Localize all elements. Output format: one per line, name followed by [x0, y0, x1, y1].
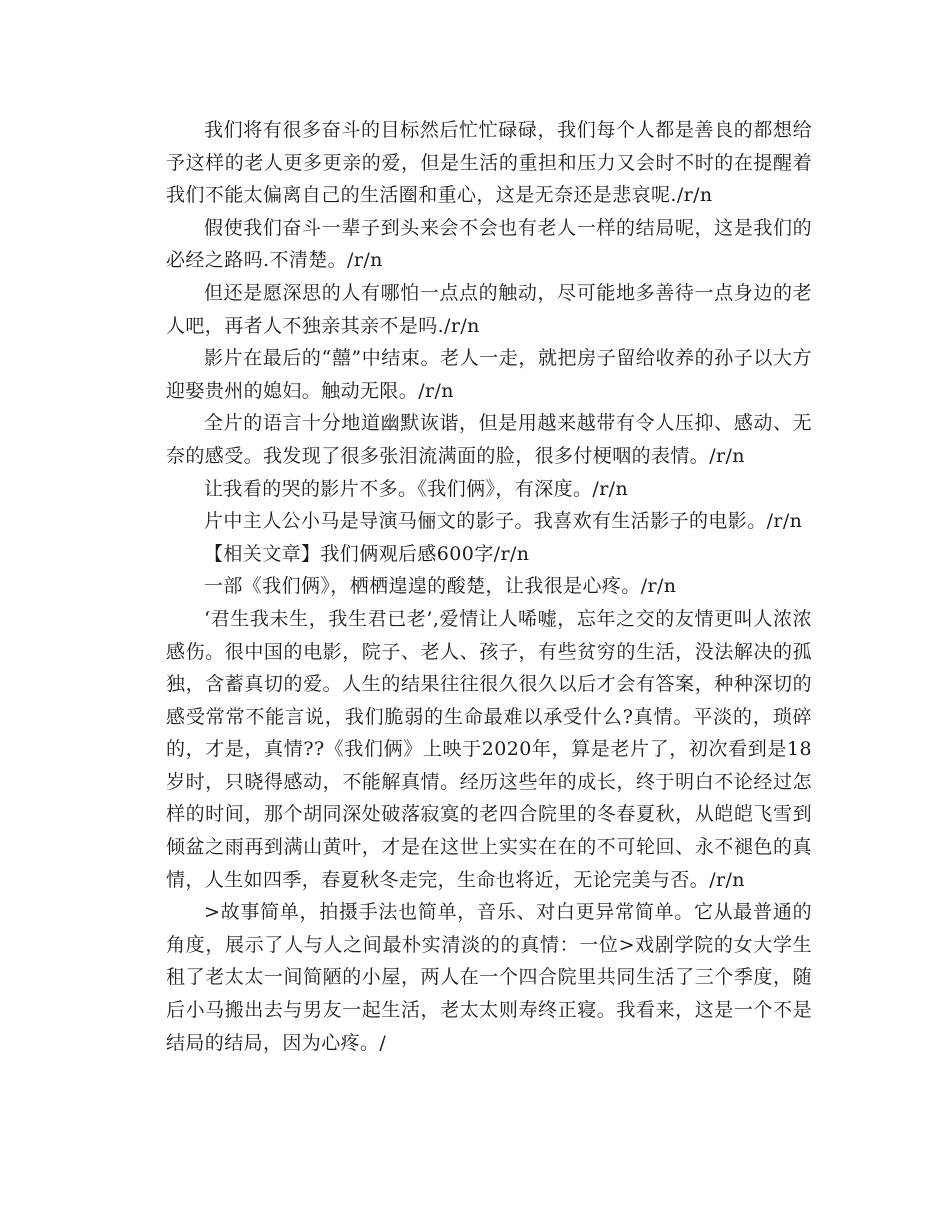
paragraph: 让我看的哭的影片不多。《我们俩》，有深度。/r/n — [204, 477, 629, 500]
related-article-heading: 【相关文章】我们俩观后感600字/r/n — [204, 542, 530, 565]
document-body — [166, 114, 812, 1059]
paragraph: 但还是愿深思的人有哪怕一点点的触动，尽可能地多善待一点身边的老人吧，再者人不独亲其亲不是吗./r/n — [166, 281, 812, 337]
paragraph: 我们将有很多奋斗的目标然后忙忙碌碌，我们每个人都是善良的都想给予这样的老人更多更亲的爱，但是生活的重担和压力又会时不时的在提醒着我们不能太偏离自己的生活圈和重心，这是无奈还是悲哀呢./r/n — [166, 119, 812, 207]
paragraph: 一部《我们俩》，栖栖遑遑的酸楚，让我很是心疼。/r/n — [204, 575, 677, 598]
paragraph: 全片的语言十分地道幽默诙谐，但是用越来越带有令人压抑、感动、无奈的感受。我发现了很多张泪流满面的脸，很多付梗咽的表情。/r/n — [166, 412, 812, 467]
paragraph: 影片在最后的“囍”中结束。老人一走，就把房子留给收养的孙子以大方迎娶贵州的媳妇。触动无限。/r/n — [166, 347, 812, 402]
paragraph: >故事简单，拍摄手法也简单，音乐、对白更异常简单。它从最普通的角度，展示了人与人之间最朴实清淡的的真情：一位>戏剧学院的女大学生租了老太太一间简陋的小屋，两人在一个四合院里共同生活了三个季度，随后小马搬出去与男友一起生活，老太太则寿终正寝。我看来，这是一个不是结局的结局，因为心疼。/ — [166, 901, 812, 1054]
paragraph: ‘君生我未生，我生君已老’,爱情让人唏嘘，忘年之交的友情更叫人浓浓感伤。很中国的电影，院子、老人、孩子，有些贫穷的生活，没法解决的孤独，含蓄真切的爱。人生的结果往往很久很久以后才会有答案，种种深切的感受常常不能言说，我们脆弱的生命最难以承受什么?真情。平淡的，琐碎的，才是，真情??《我们俩》上映于2020年，算是老片了，初次看到是18岁时，只晓得感动，不能解真情。经历这些年的成长，终于明白不论经过怎样的时间，那个胡同深处破落寂寞的老四合院里的冬春夏秋，从皑皑飞雪到倾盆之雨再到满山黄叶，才是在这世上实实在在的不可轮回、永不褪色的真情，人生如四季，春夏秋冬走完，生命也将近，无论完美与否。/r/n — [166, 607, 812, 891]
paragraph: 片中主人公小马是导演马俪文的影子。我喜欢有生活影子的电影。/r/n — [204, 510, 803, 533]
paragraph: 假使我们奋斗一辈子到头来会不会也有老人一样的结局呢，这是我们的必经之路吗.不清楚。/r/n — [166, 216, 812, 272]
